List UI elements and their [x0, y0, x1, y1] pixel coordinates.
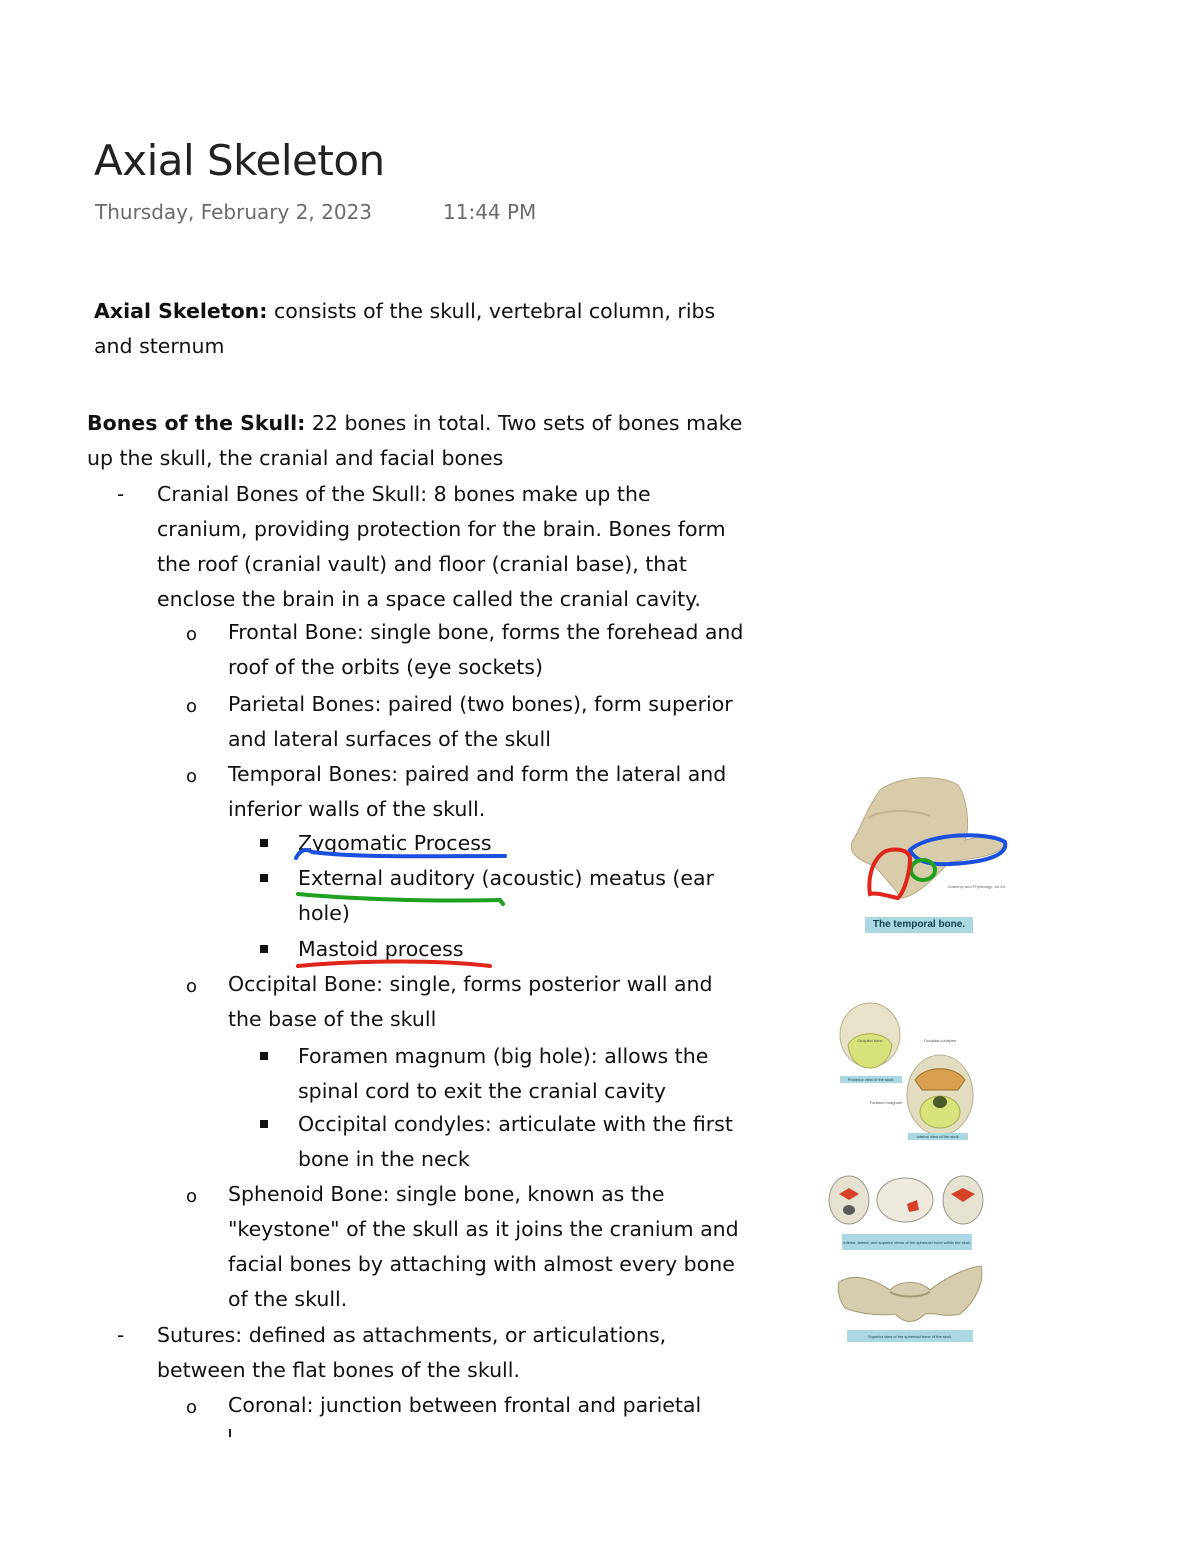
- cut-off-text-fragment: [229, 1429, 231, 1437]
- mastoid-process: Mastoid process: [298, 937, 464, 961]
- sphenoid-views-figure: [825, 1172, 985, 1254]
- frontal-line-2: roof of the orbits (eye sockets): [228, 655, 543, 679]
- cranial-line-4: enclose the brain in a space called the cranial cavity.: [157, 587, 701, 611]
- red-underline: [298, 962, 490, 967]
- parietal-bullet: o: [186, 696, 198, 717]
- temporal-caption: The temporal bone.: [865, 917, 973, 933]
- blue-underline: [296, 850, 505, 858]
- condyles-bullet: [260, 1120, 268, 1128]
- auditory-line-1: External auditory (acoustic) meatus (ear: [298, 866, 715, 890]
- condyles-line-1: Occipital condyles: articulate with the first: [298, 1112, 733, 1136]
- parietal-line-1: Parietal Bones: paired (two bones), form superior: [228, 692, 733, 716]
- occipital-caption-right: Inferior view of the skull.: [916, 1134, 960, 1139]
- sphenoid-superior-figure: [835, 1262, 985, 1344]
- frontal-line-1: Frontal Bone: single bone, forms the forehead and: [228, 620, 744, 644]
- cranial-line-2: cranium, providing protection for the brain. Bones form: [157, 517, 726, 541]
- sphenoid-caption-2: Superior view of the sphenoid bone of the skull.: [867, 1334, 953, 1339]
- auditory-underlined-term: External auditory: [298, 866, 475, 890]
- sphenoid-bone-shape: [838, 1266, 982, 1322]
- skull-term: Bones of the Skull:: [87, 411, 306, 435]
- foramen-line-1: Foramen magnum (big hole): allows the: [298, 1044, 709, 1068]
- sphenoid-line-1: Sphenoid Bone: single bone, known as the: [228, 1182, 665, 1206]
- frontal-bullet: o: [186, 624, 198, 645]
- sutures-line-2: between the flat bones of the skull.: [157, 1358, 520, 1382]
- sphenoid-line-2: "keystone" of the skull as it joins the cranium and: [228, 1217, 739, 1241]
- sphenoid-line-4: of the skull.: [228, 1287, 348, 1311]
- intro-line-1: Axial Skeleton: consists of the skull, vertebral column, ribs: [94, 299, 716, 323]
- sphenoid-caption-1: Inferior, lateral, and superior views of the sphenoid bone within the skull.: [843, 1240, 971, 1245]
- sphenoid-line-3: facial bones by attaching with almost every bone: [228, 1252, 735, 1276]
- temporal-line-2: inferior walls of the skull.: [228, 797, 486, 821]
- sutures-bullet: -: [117, 1323, 125, 1347]
- sphenoid-lateral-view: [877, 1178, 933, 1222]
- cranial-bullet: -: [117, 482, 125, 506]
- occipital-condyles-label: Occipital condyles: [923, 1038, 957, 1043]
- occipital-figure: [830, 990, 980, 1145]
- occipital-caption-left: Posterior view of the skull.: [847, 1077, 895, 1082]
- auditory-line-2: hole): [298, 901, 350, 925]
- green-underline: [298, 894, 503, 904]
- skull-line-2: up the skull, the cranial and facial bones: [87, 446, 504, 470]
- sphenoid-bullet: o: [186, 1186, 198, 1207]
- occipital-line-2: the base of the skull: [228, 1007, 437, 1031]
- inferior-foramen: [843, 1205, 855, 1215]
- temporal-bullet: o: [186, 766, 198, 787]
- sutures-line-1: Sutures: defined as attachments, or articulations,: [157, 1323, 667, 1347]
- occipital-bullet: o: [186, 976, 198, 997]
- condyles-line-2: bone in the neck: [298, 1147, 470, 1171]
- skull-line-1: Bones of the Skull: 22 bones in total. Two sets of bones make: [87, 411, 743, 435]
- foramen-bullet: [260, 1052, 268, 1060]
- intro-line-2: and sternum: [94, 334, 225, 358]
- occipital-bone-label: Occipital bone: [857, 1038, 883, 1043]
- intro-term: Axial Skeleton:: [94, 299, 268, 323]
- note-time: 11:44 PM: [443, 200, 537, 224]
- coronal-bullet: o: [186, 1397, 198, 1418]
- coronal-line: Coronal: junction between frontal and parietal: [228, 1393, 702, 1417]
- zygomatic-process: Zygomatic Process: [298, 831, 492, 855]
- occipital-line-1: Occipital Bone: single, forms posterior wall and: [228, 972, 713, 996]
- foramen-magnum-label: Foramen magnum: [869, 1100, 903, 1105]
- parietal-line-2: and lateral surfaces of the skull: [228, 727, 551, 751]
- temporal-line-1: Temporal Bones: paired and form the lateral and: [228, 762, 727, 786]
- note-date: Thursday, February 2, 2023: [95, 200, 373, 224]
- cranial-line-3: the roof (cranial vault) and floor (cranial base), that: [157, 552, 687, 576]
- foramen-line-2: spinal cord to exit the cranial cavity: [298, 1079, 667, 1103]
- page-title: Axial Skeleton: [94, 136, 385, 185]
- temporal-credit: Anatomy and Physiology, 1st ed.: [948, 884, 1006, 889]
- foramen-magnum-shape: [933, 1096, 947, 1108]
- temporal-bone-figure: [840, 770, 1015, 915]
- cranial-line-1: Cranial Bones of the Skull: 8 bones make up the: [157, 482, 651, 506]
